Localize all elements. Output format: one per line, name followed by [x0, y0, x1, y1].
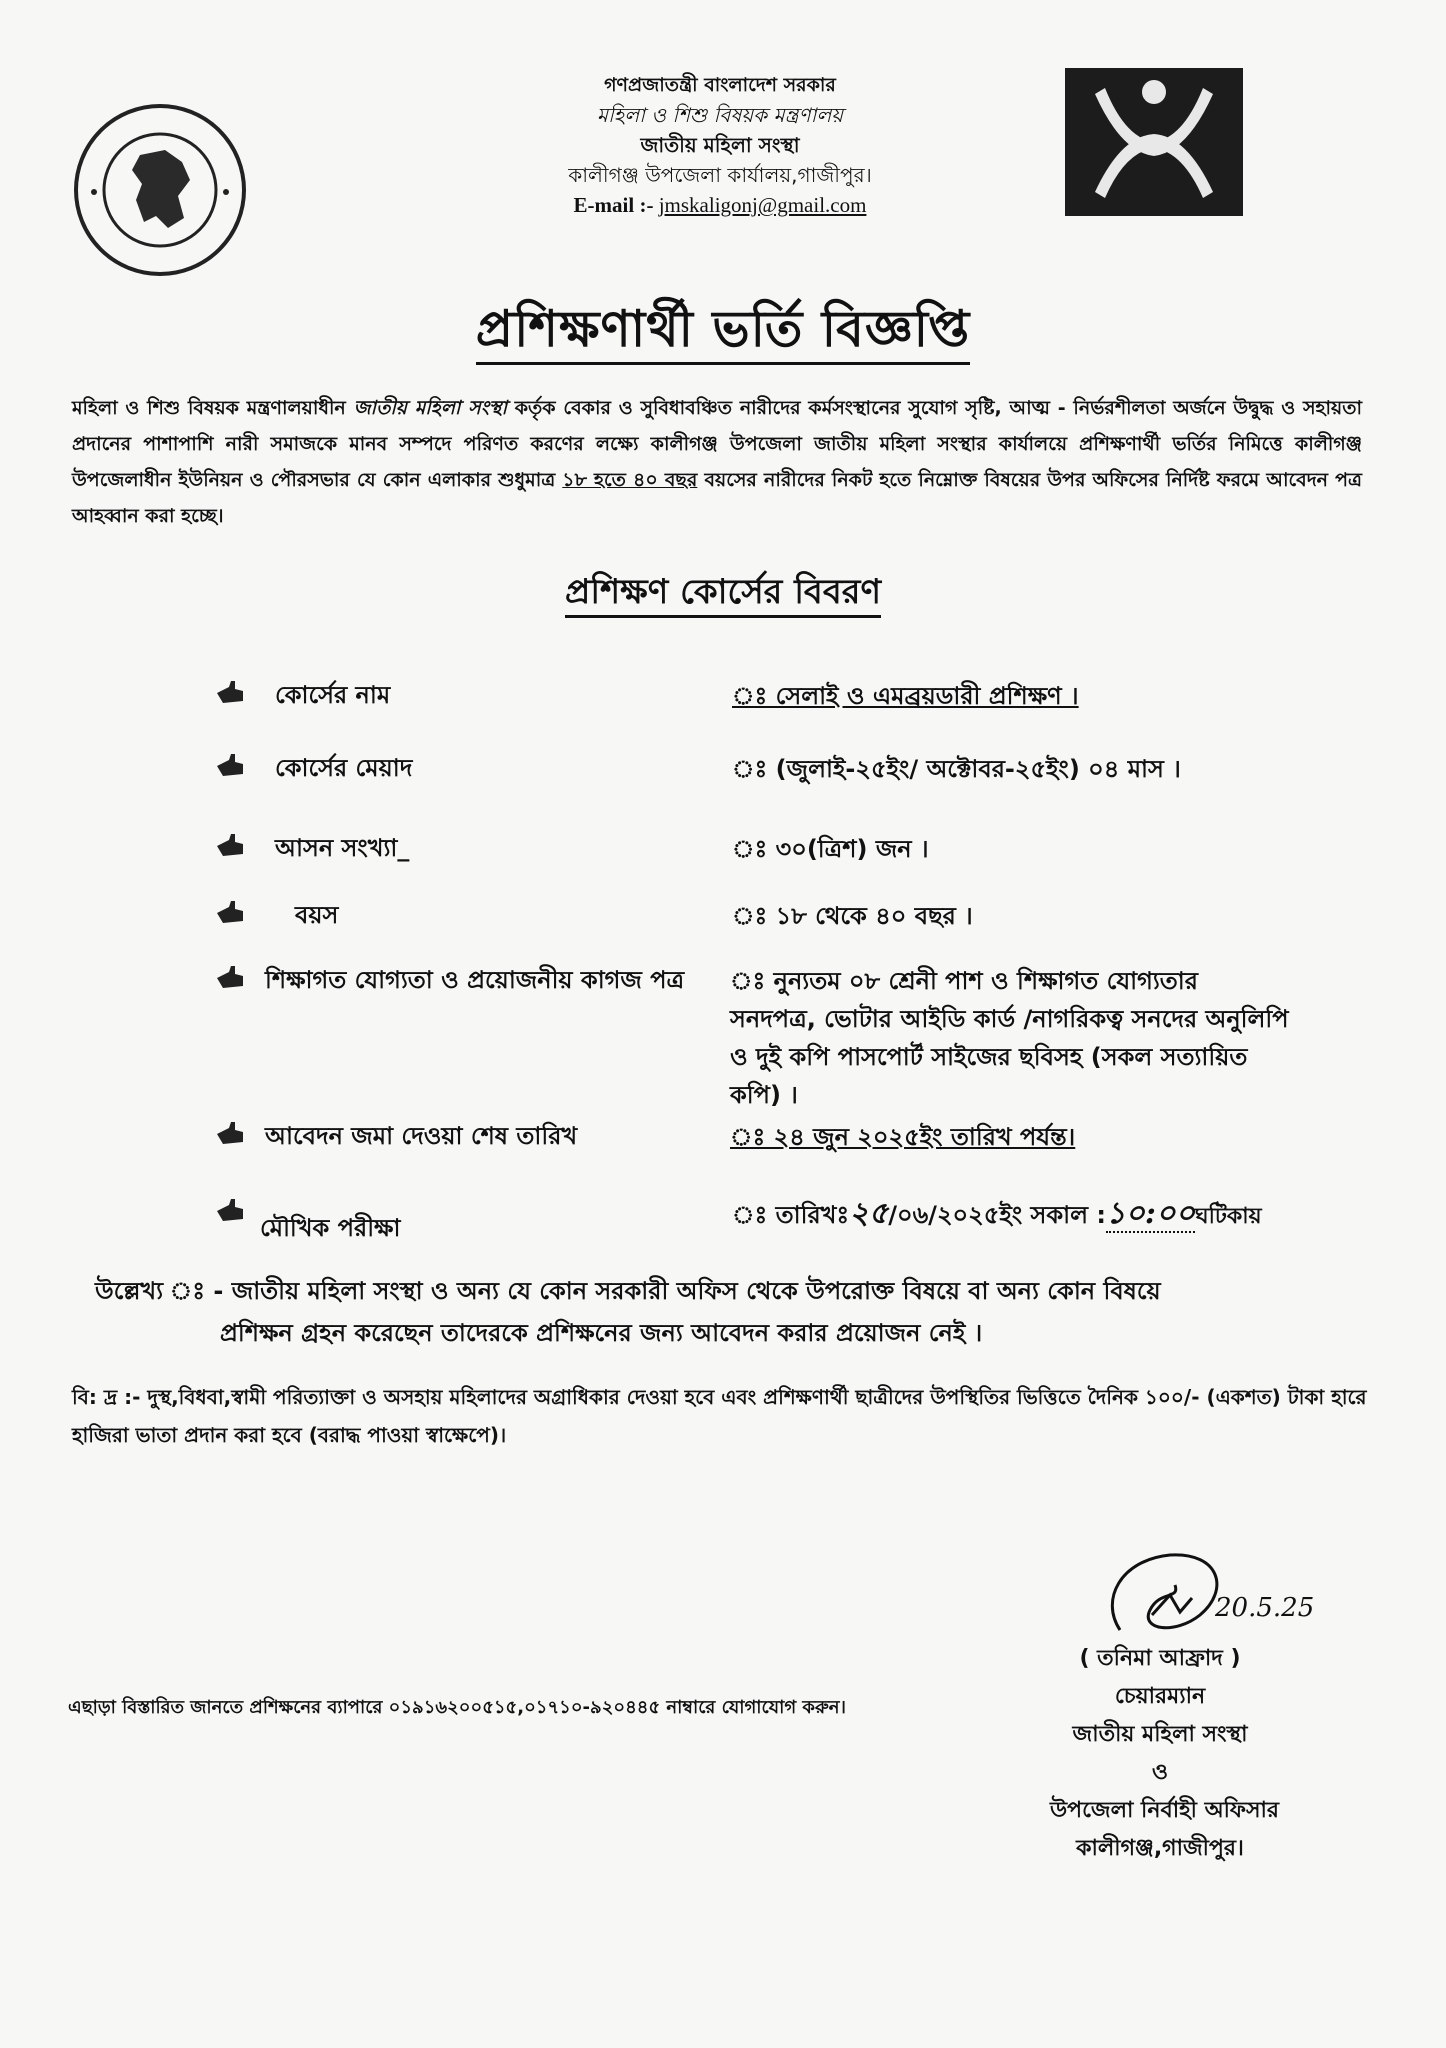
viva-date-prefix: ঃ তারিখঃ	[732, 1201, 850, 1229]
course-age-value: ঃ ১৮ থেকে ৪০ বছর ।	[732, 902, 973, 930]
notice-title-text: প্রশিক্ষণার্থী ভর্তি বিজ্ঞপ্তি	[476, 300, 970, 365]
course-seats-label: আসন সংখ্যা_	[275, 834, 410, 862]
email-line	[420, 190, 1020, 220]
viva-day-handwritten: ২৫	[849, 1196, 889, 1231]
ministry-name: মহিলা ও শিশু বিষয়ক মন্ত্রণালয়	[596, 103, 844, 127]
note-line-2: প্রশিক্ষন গ্রহন করেছেন তাদেরকে প্রশিক্ষনের জন্য আবেদন করার প্রয়োজন নেই ।	[220, 1319, 983, 1347]
viva-label: মৌখিক পরীক্ষা	[260, 1214, 401, 1242]
course-details-heading	[0, 566, 1446, 623]
course-qualification-value: ঃ নুন্যতম ০৮ শ্রেনী পাশ ও শিক্ষাগত যোগ্যতার সনদপত্র, ভোটার আইডি কার্ড /নাগরিকত্ব সনদের অনুলিপি ও দুই কপি পাসপোর্ট সাইজের ছবিসহ (সকল সত্যায়িত কপি) ।	[730, 967, 1289, 1109]
contact-line: এছাড়া বিস্তারিত জানতে প্রশিক্ষনের ব্যাপারে ০১৯১৬২০০৫১৫,০১৭১০-৯২০৪৪৫ নাম্বারে যোগাযোগ করুন।	[68, 1697, 846, 1718]
signatory-title-uno: উপজেলা নির্বাহী অফিসার	[1050, 1798, 1280, 1823]
pointing-hand-icon	[215, 899, 245, 927]
course-name-label: কোর্সের নাম	[275, 681, 391, 709]
intro-age-range: ১৮ হতে ৪০ বছর	[562, 469, 698, 491]
intro-text-2: কর্তৃক বেকার ও সুবিধাবঞ্চিত নারীদের কর্মসংস্থানের সুযোগ সৃষ্টি, আত্ম - নির্ভরশীলতা অর্জনে উদ্বুদ্ধ ও সহায়তা প্রদানের পাশাপাশি নারী সমাজকে মানব সম্পদে পরিণত করণের লক্ষ্যে কালীগঞ্জ উপজেলা জাতীয় মহিলা সংস্থার কার্যালয়ে প্রশিক্ষণার্থী ভর্তির নিমিত্তে কালীগঞ্জ উপজেলাধীন ইউনিয়ন ও পৌরসভার যে কোন এলাকার শুধুমাত্র	[72, 397, 1362, 491]
course-details-heading-text: প্রশিক্ষণ কোর্সের বিবরণ	[565, 572, 881, 618]
course-duration-value: ঃ (জুলাই-২৫ইং/ অক্টোবর-২৫ইং) ০৪ মাস ।	[732, 755, 1181, 783]
intro-text-1: মহিলা ও শিশু বিষয়ক মন্ত্রণালয়াধীন	[72, 397, 354, 419]
email-link[interactable]: jmskaligonj@gmail.com	[658, 193, 867, 217]
course-seats-value: ঃ ৩০(ত্রিশ) জন ।	[732, 835, 929, 863]
signatory-place: কালীগঞ্জ,গাজীপুর।	[1076, 1836, 1244, 1861]
pointing-hand-icon	[215, 752, 245, 780]
viva-date-rest: /০৬/২০২৫ইং সকাল :	[888, 1201, 1106, 1229]
government-seal-icon	[70, 100, 250, 280]
course-qualification-label: শিক্ষাগত যোগ্যতা ও প্রয়োজনীয় কাগজ পত্র	[265, 966, 685, 994]
organization-name: জাতীয় মহিলা সংস্থা	[640, 133, 800, 157]
intro-text-3: বয়সের নারীদের নিকট হতে নিম্নোক্ত বিষয়ের উপর অফিসের নির্দিষ্ট ফরমে আবেদন পত্র আহব্বান করা হচ্ছে।	[72, 469, 1362, 527]
email-label: E-mail :-	[573, 193, 654, 217]
notice-title	[0, 292, 1446, 375]
note-paragraph	[95, 1270, 1355, 1354]
viva-time-suffix: ঘটিকায়	[1195, 1204, 1262, 1229]
nb-paragraph: বি: দ্র :- দুস্থ,বিধবা,স্বামী পরিত্যাক্তা ও অসহায় মহিলাদের অগ্রাধিকার দেওয়া হবে এবং প্রশিক্ষণার্থী ছাত্রীদের উপস্থিতির ভিত্তিতে দৈনিক ১০০/- (একশত) টাকা হারে হাজিরা ভাতা প্রদান করা হবে (বরাদ্ধ পাওয়া স্বাক্ষেপে)।	[72, 1385, 1367, 1447]
note-line-1: উল্লেখ্য ঃ - জাতীয় মহিলা সংস্থা ও অন্য যে কোন সরকারী অফিস থেকে উপরোক্ত বিষয়ে বা অন্য কোন বিষয়ে	[95, 1277, 1161, 1305]
organization-logo-icon	[1065, 68, 1243, 216]
signatory-and: ও	[1151, 1760, 1169, 1785]
pointing-hand-icon	[215, 679, 245, 707]
pointing-hand-icon	[215, 1197, 245, 1225]
course-deadline-value: ঃ ২৪ জুন ২০২৫ইং তারিখ পর্যন্ত।	[730, 1123, 1076, 1151]
viva-value	[732, 1195, 1432, 1236]
signatory-title-chairman: চেয়ারম্যান	[1114, 1684, 1206, 1709]
intro-paragraph	[72, 390, 1362, 534]
letterhead	[420, 70, 1020, 220]
course-age-label: বয়স	[295, 901, 339, 929]
signatory-org: জাতীয় মহিলা সংস্থা	[1072, 1722, 1248, 1747]
intro-org-italic: জাতীয় মহিলা সংস্থা	[353, 397, 507, 419]
pointing-hand-icon	[215, 964, 245, 992]
signatory-name: ( তনিমা আফ্রাদ )	[1079, 1646, 1241, 1671]
government-name: গণপ্রজাতন্ত্রী বাংলাদেশ সরকার	[604, 74, 836, 96]
course-name-value: ঃ সেলাই ও এমব্রয়ডারী প্রশিক্ষণ ।	[732, 682, 1079, 710]
pointing-hand-icon	[215, 832, 245, 860]
course-duration-label: কোর্সের মেয়াদ	[275, 754, 413, 782]
course-deadline-label: আবেদন জমা দেওয়া শেষ তারিখ	[265, 1122, 578, 1150]
signature-block	[1050, 1640, 1280, 1868]
signature-date-handwritten: 20.5.25	[1215, 1593, 1315, 1623]
viva-time-handwritten: ১০:০০	[1105, 1196, 1196, 1231]
office-address: কালীগঞ্জ উপজেলা কার্যালয়,গাজীপুর।	[568, 163, 872, 187]
pointing-hand-icon	[215, 1120, 245, 1148]
